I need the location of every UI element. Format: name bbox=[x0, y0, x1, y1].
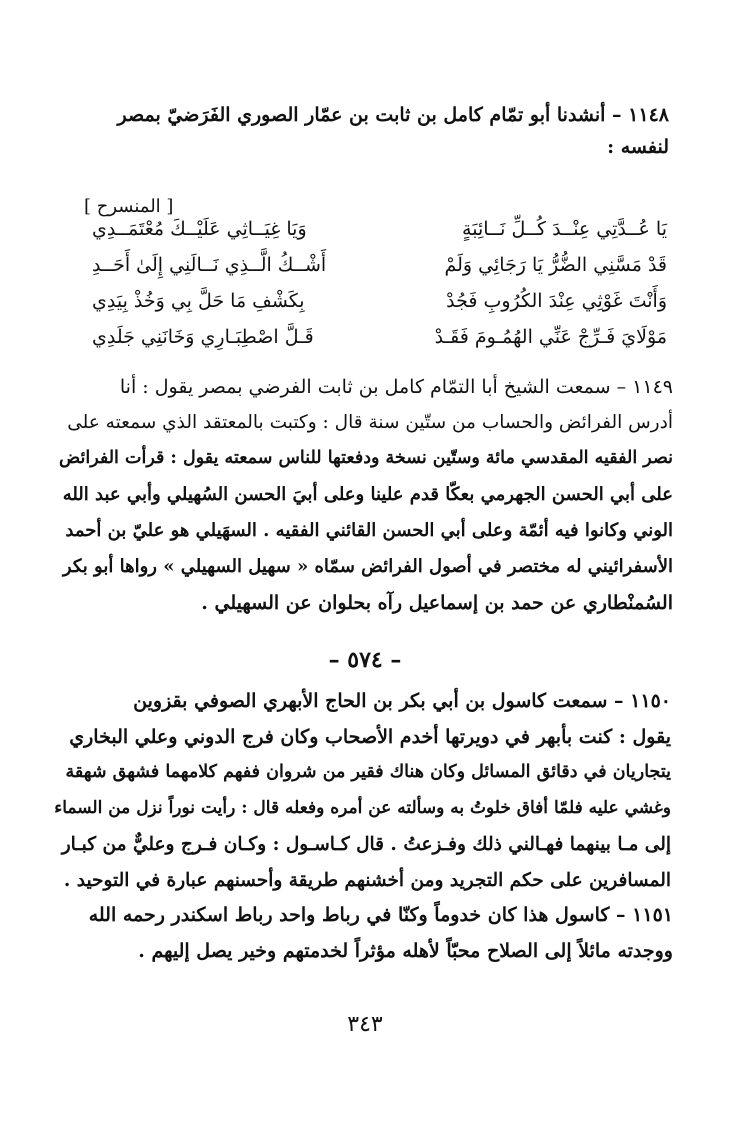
entry-1150-line: ١١٥٠ – سمعت كاسول بن أبي بكر بن الحاج الأبهري الصوفي بقزوين bbox=[133, 690, 671, 712]
poem-hemistich-right: قَدْ مَسَّنِي الضُّرُّ يَا رَجَائِي وَلَمْ bbox=[444, 254, 667, 276]
entry-1150-line: يقول : كنت بأبهر في دويرتها أخدم الأصحاب وكان فرج الدوني وعلي البخاري bbox=[69, 726, 671, 748]
meter-label: [ المنسرح ] bbox=[84, 196, 174, 217]
entry-1151 bbox=[56, 904, 673, 984]
entry-1150-line: إلى مـا بينهما فهـالني ذلك وفـزعتُ . قال كـاسـول : وكـان فـرج وعليٌّ من كبـار bbox=[61, 834, 671, 855]
poem-hemistich-left: بِكَشْفِ مَا حَلَّ بِي وَخُذْ بِيَدِي bbox=[92, 290, 305, 312]
poem-hemistich-left: أَشْــكُ الَّــذِي نَــالَنِي إِلَىٰ أَحَــدِ bbox=[92, 254, 327, 276]
entry-1149-line: الوني وكانوا فيه أئمّة وعلى أبي الحسن القائني الفقيه . السهَيلي هو عليّ بن أحمد bbox=[65, 520, 673, 541]
poem-hemistich-left: وَيَا غِيَــاثِي عَلَيْــكَ مُعْتَمَــدِي bbox=[92, 218, 307, 240]
entry-1148-line-1: ١١٤٨ – أنشدنا أبو تمّام كامل بن ثابت بن عمّار الصوري الفَرَضيّ بمصر bbox=[117, 104, 669, 126]
entry-1148-line-2: لنفسه : bbox=[607, 136, 669, 158]
entry-1148 bbox=[60, 104, 669, 164]
entry-1149 bbox=[54, 376, 673, 626]
entry-1149-line: ١١٤٩ – سمعت الشيخ أبا التمّام كامل بن ثابت الفرضي بمصر يقول : أنا bbox=[119, 376, 673, 398]
entry-1149-line: الأسفرائيني له مختصر في أصول الفرائض سمّاه « سهيل السهيلي » رواها أبو بكر bbox=[62, 556, 673, 577]
poem-hemistich-right: وَأَنْتَ غَوْثِي عِنْدَ الكُرُوبِ فَجُدْ bbox=[446, 290, 667, 312]
poem bbox=[92, 218, 667, 368]
page-marker: – ٥٧٤ – bbox=[328, 647, 402, 673]
poem-hemistich-left: قَـلَّ اصْطِبَـارِي وَخَانَنِي جَلَدِي bbox=[92, 326, 314, 348]
entry-1149-line: السُمنْطاري عن حمد بن إسماعيل رآه بحلوان عن السهيلي . bbox=[201, 592, 673, 614]
page-number: ٣٤٣ bbox=[347, 1012, 383, 1037]
entry-1151-line: ١١٥١ – كاسول هذا كان خدوماً وكنّا في رباط واحد رباط اسكندر رحمه الله bbox=[88, 904, 673, 926]
poem-hemistich-right: مَوْلَايَ فَـرِّجْ عَنِّي الهُمُـومَ فَقَـدْ bbox=[434, 326, 667, 348]
entry-1149-line: على أبي الحسن الجهرمي بعكّا قدم علينا وعلى أبيَ الحسن السُهيلي وأبي عبد الله bbox=[62, 484, 673, 505]
entry-1150-line: وغشي عليه فلمّا أفاق خلوتُ به وسألته عن أمره وفعله قال : رأيت نوراً نزل من السماء bbox=[54, 798, 671, 818]
entry-1149-line: أدرس الفرائض والحساب من ستّين سنة قال : وكتبت بالمعتقد الذي سمعته على bbox=[67, 412, 673, 433]
poem-hemistich-right: يَا عُــدَّتِي عِنْــدَ كُــلِّ نَــائِبَةٍ bbox=[462, 218, 667, 240]
entry-1149-line: نصر الفقيه المقدسي مائة وستّين نسخة ودفعتها للناس سمعته يقول : قرأت الفرائض bbox=[59, 448, 673, 468]
entry-1150-line: المسافرين على حكم التجريد ومن أخشنهم طريقة وأحسنهم عبارة في التوحيد . bbox=[63, 870, 671, 891]
entry-1151-line: ووجدته مائلاً إلى الصلاح محبّاً لأهله مؤثراً لخدمتهم وخير يصل إليهم . bbox=[138, 940, 673, 962]
entry-1150 bbox=[54, 690, 671, 900]
entry-1150-line: يتجاريان في دقائق المسائل وكان هناك فقير من شروان ففهم كلامهما فشهق شهقة bbox=[65, 762, 671, 782]
